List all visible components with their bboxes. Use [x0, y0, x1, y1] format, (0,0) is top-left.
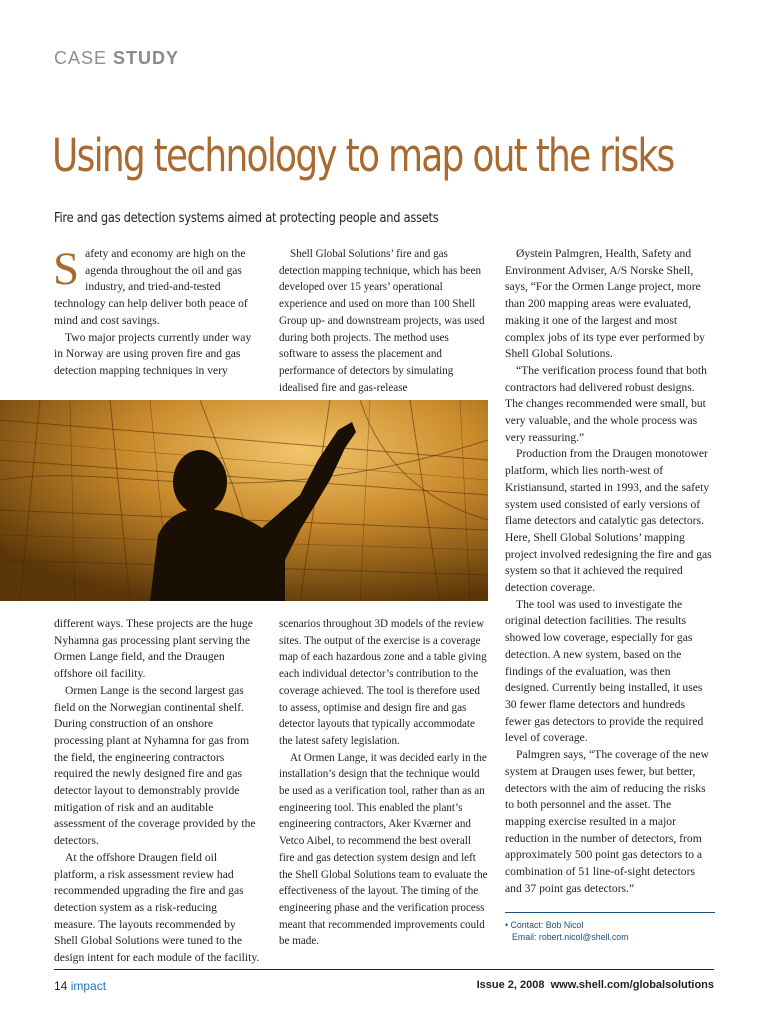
- paragraph: Øystein Palmgren, Health, Safety and Environment Adviser, A/S Norske Shell, says, “For the Ormen Lange project, more than 200 mapping areas were evaluated, making it one of the largest and most complex jobs of its type ever performed by Shell Global Solutions.: [505, 247, 705, 361]
- paragraph: At the offshore Draugen field oil platform, a risk assessment review had recommended upgrading the fire and gas detection system as a risk-reducing measure. The layouts recommended by Shell Global Solutions were tuned to the design intent for each module of the facility.: [54, 850, 260, 965]
- map-wall-photo: [0, 400, 488, 601]
- website-link[interactable]: www.shell.com/globalsolutions: [550, 979, 714, 991]
- paragraph: different ways. These projects are the huge Nyhamna gas processing plant serving the Ormen Lange field, and the Draugen offshore oil facility.: [54, 617, 253, 681]
- paragraph: Palmgren says, “The coverage of the new system at Draugen uses fewer, but better, detectors with the aim of reducing the risks to both personnel and the asset. The mapping exercise resulted in a major reduction in the number of detectors, from approximately 500 point gas detectors to a combination of 51 line-of-sight detectors and 37 point gas detectors.”: [505, 748, 709, 895]
- contact-email[interactable]: Email: robert.nicol@shell.com: [512, 932, 629, 942]
- paragraph: The tool was used to investigate the original detection facilities. The results showed low coverage, especially for gas detection. A new system, based on the findings of the evaluation, was then designed. Currently being installed, it uses 30 fewer flame detectors and hundreds fewer gas detectors to provide the required level of coverage.: [505, 597, 704, 745]
- page-number: 14: [54, 979, 68, 993]
- article-photo: [0, 400, 488, 601]
- column-2-bottom: [279, 616, 489, 950]
- paragraph: At Ormen Lange, it was decided early in the installation’s design that the technique would be used as a verification tool, rather than as an engineering tool. This enabled the plant’s engineering contractors, Aker Kværner and Vetco Aibel, to recommend the best overall fire and gas detection system design and left the Shell Global Solutions team to evaluate the effectiveness of the layout. The timing of the engineering phase and the verification process meant that recommended improvements could be made.: [279, 751, 488, 948]
- page-folio: [54, 979, 106, 993]
- column-2-top: [279, 246, 489, 396]
- column-1-bottom: [54, 616, 260, 967]
- paragraph: “The verification process found that both contractors had delivered robust designs. The changes recommended were small, but very valuable, and the whole process was very reassuring.”: [505, 363, 707, 444]
- footer-divider: [54, 969, 714, 970]
- paragraph: Two major projects currently under way in Norway are using proven fire and gas detection mapping techniques in very: [54, 330, 252, 377]
- magazine-brand: impact: [70, 979, 107, 993]
- column-1-top: [53, 243, 260, 380]
- paragraph: afety and economy are high on the agenda throughout the oil and gas industry, and tried-and-tested technology can help deliver both peace of mind and cost savings.: [54, 247, 248, 327]
- paragraph: scenarios throughout 3D models of the review sites. The output of the exercise is a coverage map of each hazardous zone and a table giving each individual detector’s contribution to the coverage achieved. The tool is therefore used to assess, optimise and design fire and gas detector layouts that typically accommodate the latest safety legislation.: [279, 618, 487, 747]
- standfirst: Fire and gas detection systems aimed at protecting people and assets: [54, 211, 439, 226]
- paragraph: Ormen Lange is the second largest gas field on the Norwegian continental shelf. During construction of an onshore processing plant at Nyhamna for gas from the field, the engineering contractors required the newly designed fire and gas detector layout to demonstrably provide mitigation of risk and an auditable assessment of the coverage provided by the detectors.: [54, 683, 256, 848]
- page-title: Using technology to map out the risks: [52, 129, 674, 182]
- contact-box: [505, 912, 715, 943]
- paragraph: Shell Global Solutions’ fire and gas detection mapping technique, which has been developed over 15 years’ operational experience and used on more than 100 Shell Group up- and downstream projects, was used during both projects. The method uses software to assess the placement and performance of detectors by simulating idealised fire and gas-release: [279, 248, 485, 394]
- issue-info: [477, 979, 714, 991]
- kicker-bold: STUDY: [113, 48, 180, 68]
- column-3: [505, 246, 714, 897]
- drop-cap: S: [53, 243, 80, 295]
- kicker-light: CASE: [54, 48, 108, 68]
- contact-name: • Contact: Bob Nicol: [505, 920, 584, 930]
- section-kicker: [54, 48, 179, 69]
- issue-date: Issue 2, 2008: [476, 979, 545, 991]
- paragraph: Production from the Draugen monotower platform, which lies north-west of Kristiansund, started in 1993, and the safety system used consisted of early versions of flame detectors and catalytic gas detectors. Here, Shell Global Solutions’ mapping project involved redesigning the fire and gas system so that it achieved the required detection coverage.: [505, 447, 712, 595]
